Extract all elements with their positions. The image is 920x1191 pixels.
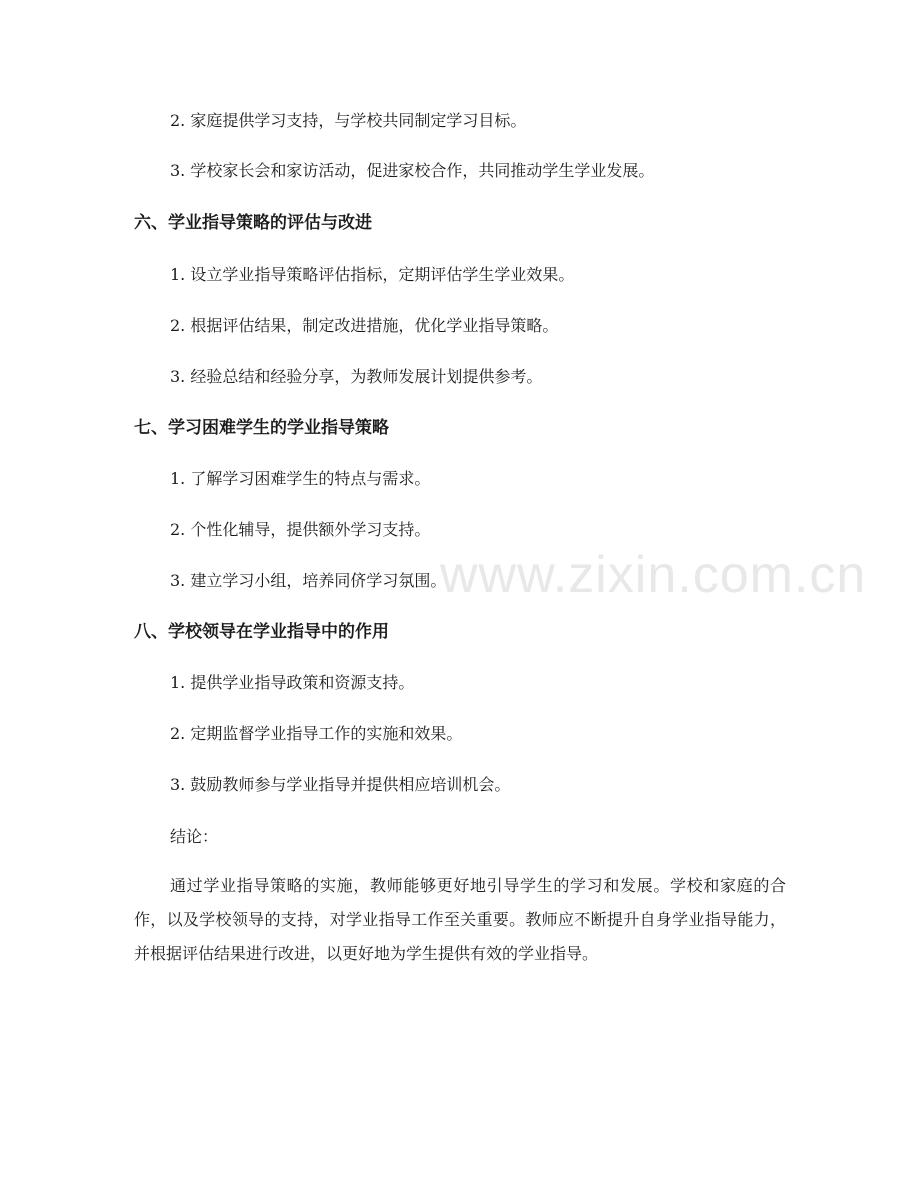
list-item: 3. 鼓励教师参与学业指导并提供相应培训机会。 (170, 775, 511, 794)
list-item: 1. 了解学习困难学生的特点与需求。 (170, 469, 431, 488)
list-item: 3. 学校家长会和家访活动，促进家校合作，共同推动学生学业发展。 (170, 161, 655, 180)
section-heading: 八、学校领导在学业指导中的作用 (134, 622, 389, 642)
list-item: 3. 建立学习小组，培养同侪学习氛围。 (170, 571, 447, 590)
conclusion-paragraph: 通过学业指导策略的实施，教师能够更好地引导学生的学习和发展。学校和家庭的合作，以及学校领导的支持，对学业指导工作至关重要。教师应不断提升自身学业指导能力，并根据评估结果进行改进，以更好地为学生提供有效的学业指导。 (134, 876, 786, 963)
list-item: 2. 家庭提供学习支持，与学校共同制定学习目标。 (170, 111, 527, 130)
section-heading: 六、学业指导策略的评估与改进 (134, 213, 372, 233)
section-heading: 七、学习困难学生的学业指导策略 (134, 418, 389, 438)
list-item: 1. 设立学业指导策略评估指标，定期评估学生学业效果。 (170, 265, 575, 284)
watermark: www.zixin.com.cn (440, 546, 867, 604)
list-item: 3. 经验总结和经验分享，为教师发展计划提供参考。 (170, 367, 543, 386)
conclusion-label: 结论： (170, 827, 219, 846)
list-item: 2. 个性化辅导，提供额外学习支持。 (170, 520, 431, 539)
list-item: 1. 提供学业指导政策和资源支持。 (170, 673, 415, 692)
list-item: 2. 根据评估结果，制定改进措施，优化学业指导策略。 (170, 316, 559, 335)
list-item: 2. 定期监督学业指导工作的实施和效果。 (170, 724, 463, 743)
